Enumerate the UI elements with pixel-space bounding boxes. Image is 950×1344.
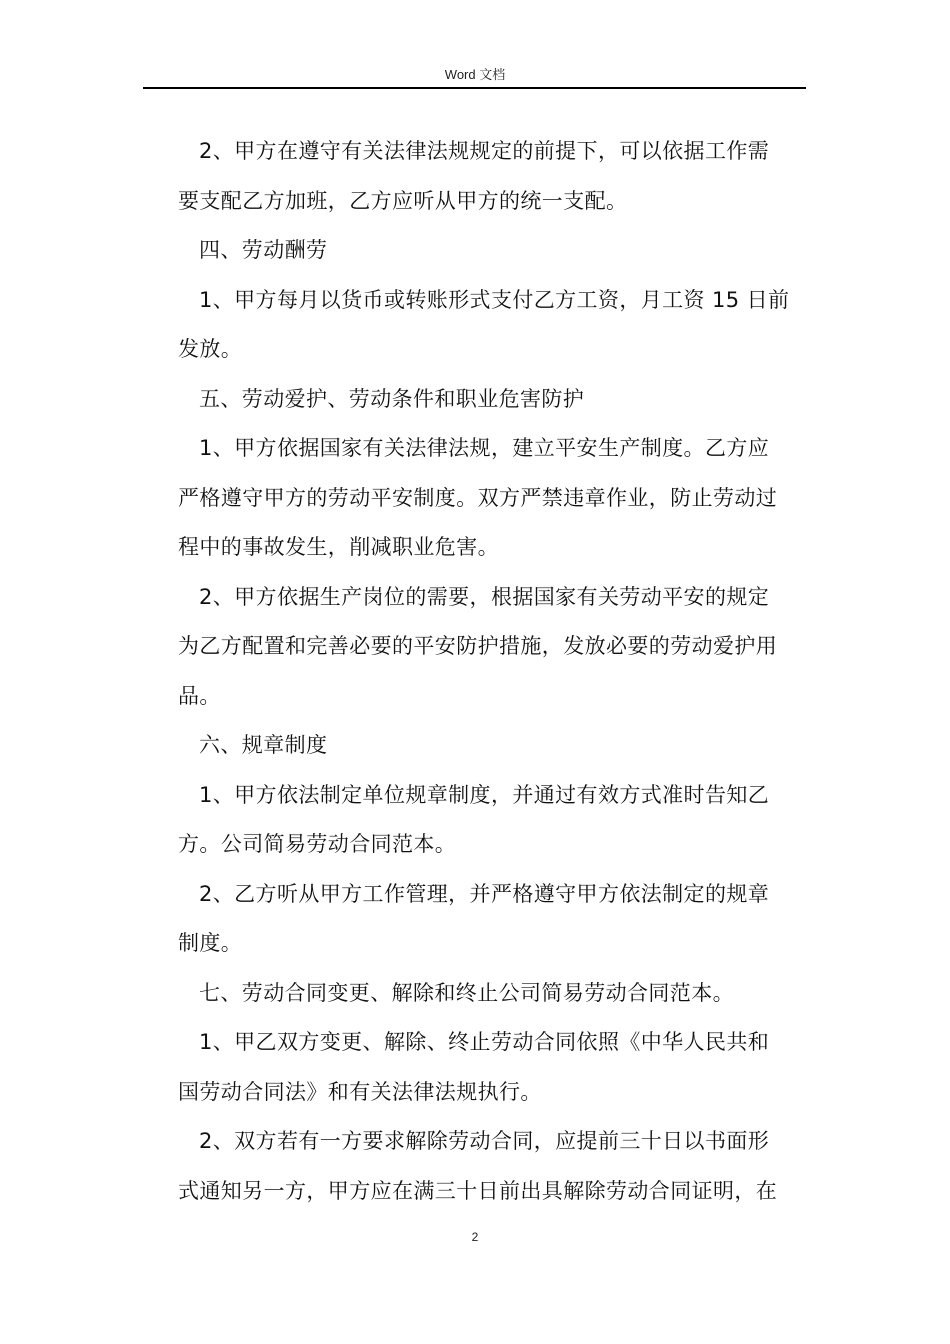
text-line: 品。 xyxy=(178,683,221,708)
text-line: 程中的事故发生，削减职业危害。 xyxy=(178,535,499,559)
text-line: 严格遵守甲方的劳动平安制度。双方严禁违章作业，防止劳动过 xyxy=(178,485,778,510)
section-heading: 五、劳动爱护、劳动条件和职业危害防护 xyxy=(199,386,585,411)
section-heading: 四、劳动酬劳 xyxy=(199,238,328,262)
header-divider xyxy=(143,87,806,89)
page-number: 2 xyxy=(471,1230,479,1244)
text-line: 2、甲方在遵守有关法律法规规定的前提下，可以依据工作需 xyxy=(199,139,770,163)
text-line: 发放。 xyxy=(178,337,243,361)
text-line: 2、甲方依据生产岗位的需要，根据国家有关劳动平安的规定 xyxy=(199,584,770,609)
text-line: 1、甲方每月以货币或转账形式支付乙方工资，月工资 15 日前 xyxy=(199,287,790,312)
page-header: Word 文档 xyxy=(444,67,506,82)
text-line: 国劳动合同法》和有关法律法规执行。 xyxy=(178,1079,542,1104)
text-line: 式通知另一方，甲方应在满三十日前出具解除劳动合同证明，在 xyxy=(178,1178,778,1203)
section-heading: 六、规章制度 xyxy=(199,733,328,757)
text-line: 方。公司简易劳动合同范本。 xyxy=(178,832,457,856)
text-line: 要支配乙方加班，乙方应听从甲方的统一支配。 xyxy=(178,188,628,213)
text-line: 为乙方配置和完善必要的平安防护措施，发放必要的劳动爱护用 xyxy=(178,634,778,658)
text-line: 2、乙方听从甲方工作管理，并严格遵守甲方依法制定的规章 xyxy=(199,881,770,906)
document-body xyxy=(178,127,808,1216)
section-heading: 七、劳动合同变更、解除和终止公司简易劳动合同范本。 xyxy=(199,980,734,1005)
text-line: 2、双方若有一方要求解除劳动合同，应提前三十日以书面形 xyxy=(199,1129,770,1153)
text-line: 制度。 xyxy=(178,931,243,955)
text-line: 1、甲乙双方变更、解除、终止劳动合同依照《中华人民共和 xyxy=(199,1030,770,1054)
text-line: 1、甲方依据国家有关法律法规，建立平安生产制度。乙方应 xyxy=(199,436,770,460)
text-line: 1、甲方依法制定单位规章制度，并通过有效方式准时告知乙 xyxy=(199,782,770,807)
